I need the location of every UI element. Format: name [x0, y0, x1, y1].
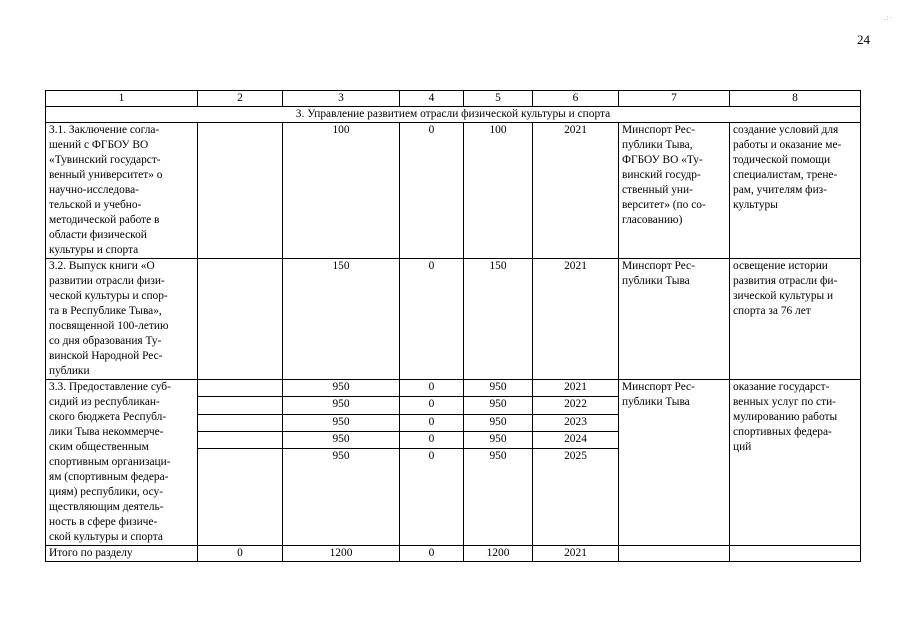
executor-cell	[619, 123, 730, 259]
col5-cell: 950	[464, 414, 533, 431]
section-row	[46, 107, 861, 123]
line: Минспорт Рес-	[622, 260, 695, 272]
line: ям (спортивным федера-	[49, 471, 169, 483]
line: освещение истории	[733, 260, 828, 272]
line: спортивных федера-	[733, 426, 832, 438]
col2-cell	[198, 259, 283, 380]
line: сидий из республикан-	[49, 396, 160, 408]
line: гласованию)	[622, 214, 683, 226]
col3-cell: 950	[283, 432, 400, 449]
line: посвященной 100-летию	[49, 320, 169, 332]
measure-cell	[46, 123, 198, 259]
line: ФГБОУ ВО «Ту-	[622, 154, 703, 166]
executor-cell	[619, 546, 730, 562]
line: мулированию работы	[733, 411, 838, 423]
year-cell: 2022	[533, 397, 619, 414]
col5-cell: 100	[464, 123, 533, 259]
line: ской культуры и спорта	[49, 531, 163, 543]
line: культуры	[733, 199, 778, 211]
col2-cell	[198, 380, 283, 397]
line: тельской и учебно-	[49, 199, 142, 211]
year-cell: 2021	[533, 546, 619, 562]
scan-speck: .:·	[884, 14, 894, 22]
line: методической работе в	[49, 214, 160, 226]
col5-cell: 1200	[464, 546, 533, 562]
line: ществляющим деятель-	[49, 501, 164, 513]
line: Минспорт Рес-	[622, 381, 695, 393]
line: публики Тыва	[622, 396, 690, 408]
result-cell	[730, 380, 861, 546]
col5-cell: 950	[464, 432, 533, 449]
line: культуры и спорта	[49, 244, 139, 256]
line: циям) республики, осу-	[49, 486, 164, 498]
col4-cell: 0	[400, 449, 464, 546]
header-cell: 6	[533, 91, 619, 107]
result-cell	[730, 123, 861, 259]
col2-cell	[198, 397, 283, 414]
header-cell: 7	[619, 91, 730, 107]
line: 3.3. Предоставление суб-	[49, 381, 171, 393]
total-row	[46, 546, 861, 562]
table-row	[46, 259, 861, 380]
measure-cell	[46, 259, 198, 380]
col2-cell: 0	[198, 546, 283, 562]
header-cell: 1	[46, 91, 198, 107]
executor-cell	[619, 380, 730, 546]
table-row	[46, 123, 861, 259]
total-label: Итого по разделу	[46, 546, 198, 562]
line: области физической	[49, 229, 147, 241]
col4-cell: 0	[400, 259, 464, 380]
line: спорта за 76 лет	[733, 305, 811, 317]
line: со дня образования Ту-	[49, 335, 162, 347]
header-cell: 4	[400, 91, 464, 107]
col4-cell: 0	[400, 546, 464, 562]
line: ность в сфере физиче-	[49, 516, 158, 528]
col2-cell	[198, 432, 283, 449]
program-table	[45, 90, 861, 562]
year-cell: 2021	[533, 380, 619, 397]
header-cell: 3	[283, 91, 400, 107]
line: та в Республике Тыва»,	[49, 305, 162, 317]
line: венный университет» о	[49, 169, 163, 181]
year-cell: 2025	[533, 449, 619, 546]
year-cell: 2024	[533, 432, 619, 449]
col2-cell	[198, 449, 283, 546]
col4-cell: 0	[400, 380, 464, 397]
header-cell: 2	[198, 91, 283, 107]
col3-cell: 100	[283, 123, 400, 259]
line: Минспорт Рес-	[622, 124, 695, 136]
line: ским общественным	[49, 441, 149, 453]
measure-cell	[46, 380, 198, 546]
col4-cell: 0	[400, 397, 464, 414]
col4-cell: 0	[400, 432, 464, 449]
line: специалистам, трене-	[733, 169, 838, 181]
line: венных услуг по сти-	[733, 396, 836, 408]
table-row	[46, 380, 861, 397]
line: публики	[49, 365, 90, 377]
line: винский госудр-	[622, 169, 701, 181]
header-cell: 5	[464, 91, 533, 107]
year-cell: 2021	[533, 123, 619, 259]
line: оказание государст-	[733, 381, 830, 393]
col3-cell: 1200	[283, 546, 400, 562]
col3-cell: 950	[283, 380, 400, 397]
col2-cell	[198, 123, 283, 259]
result-cell	[730, 546, 861, 562]
section-title: 3. Управление развитием отрасли физической культуры и спорта	[46, 107, 861, 123]
line: 3.1. Заключение согла-	[49, 124, 160, 136]
year-cell: 2023	[533, 414, 619, 431]
header-cell: 8	[730, 91, 861, 107]
col3-cell: 950	[283, 449, 400, 546]
col3-cell: 950	[283, 397, 400, 414]
line: тодической помощи	[733, 154, 831, 166]
line: верситет» (по со-	[622, 199, 706, 211]
col5-cell: 950	[464, 380, 533, 397]
line: ческой культуры и спор-	[49, 290, 168, 302]
result-cell	[730, 259, 861, 380]
year-cell: 2021	[533, 259, 619, 380]
line: работы и оказание ме-	[733, 139, 842, 151]
line: развитии отрасли физи-	[49, 275, 165, 287]
executor-cell	[619, 259, 730, 380]
page-number: 24	[857, 32, 870, 47]
col4-cell: 0	[400, 123, 464, 259]
line: зической культуры и	[733, 290, 834, 302]
line: научно-исследова-	[49, 184, 139, 196]
line: ственный уни-	[622, 184, 693, 196]
line: публики Тыва,	[622, 139, 693, 151]
line: развития отрасли фи-	[733, 275, 838, 287]
col5-cell: 950	[464, 449, 533, 546]
line: лики Тыва некоммерче-	[49, 426, 164, 438]
line: ций	[733, 441, 752, 453]
col2-cell	[198, 414, 283, 431]
line: рам, учителям физ-	[733, 184, 827, 196]
col5-cell: 950	[464, 397, 533, 414]
line: публики Тыва	[622, 275, 690, 287]
line: «Тувинский государст-	[49, 154, 161, 166]
col3-cell: 150	[283, 259, 400, 380]
line: спортивным организаци-	[49, 456, 171, 468]
col4-cell: 0	[400, 414, 464, 431]
line: винской Народной Рес-	[49, 350, 163, 362]
line: 3.2. Выпуск книги «О	[49, 260, 155, 272]
line: ского бюджета Республ-	[49, 411, 167, 423]
line: шений с ФГБОУ ВО	[49, 139, 149, 151]
header-row	[46, 91, 861, 107]
line: создание условий для	[733, 124, 839, 136]
col3-cell: 950	[283, 414, 400, 431]
col5-cell: 150	[464, 259, 533, 380]
